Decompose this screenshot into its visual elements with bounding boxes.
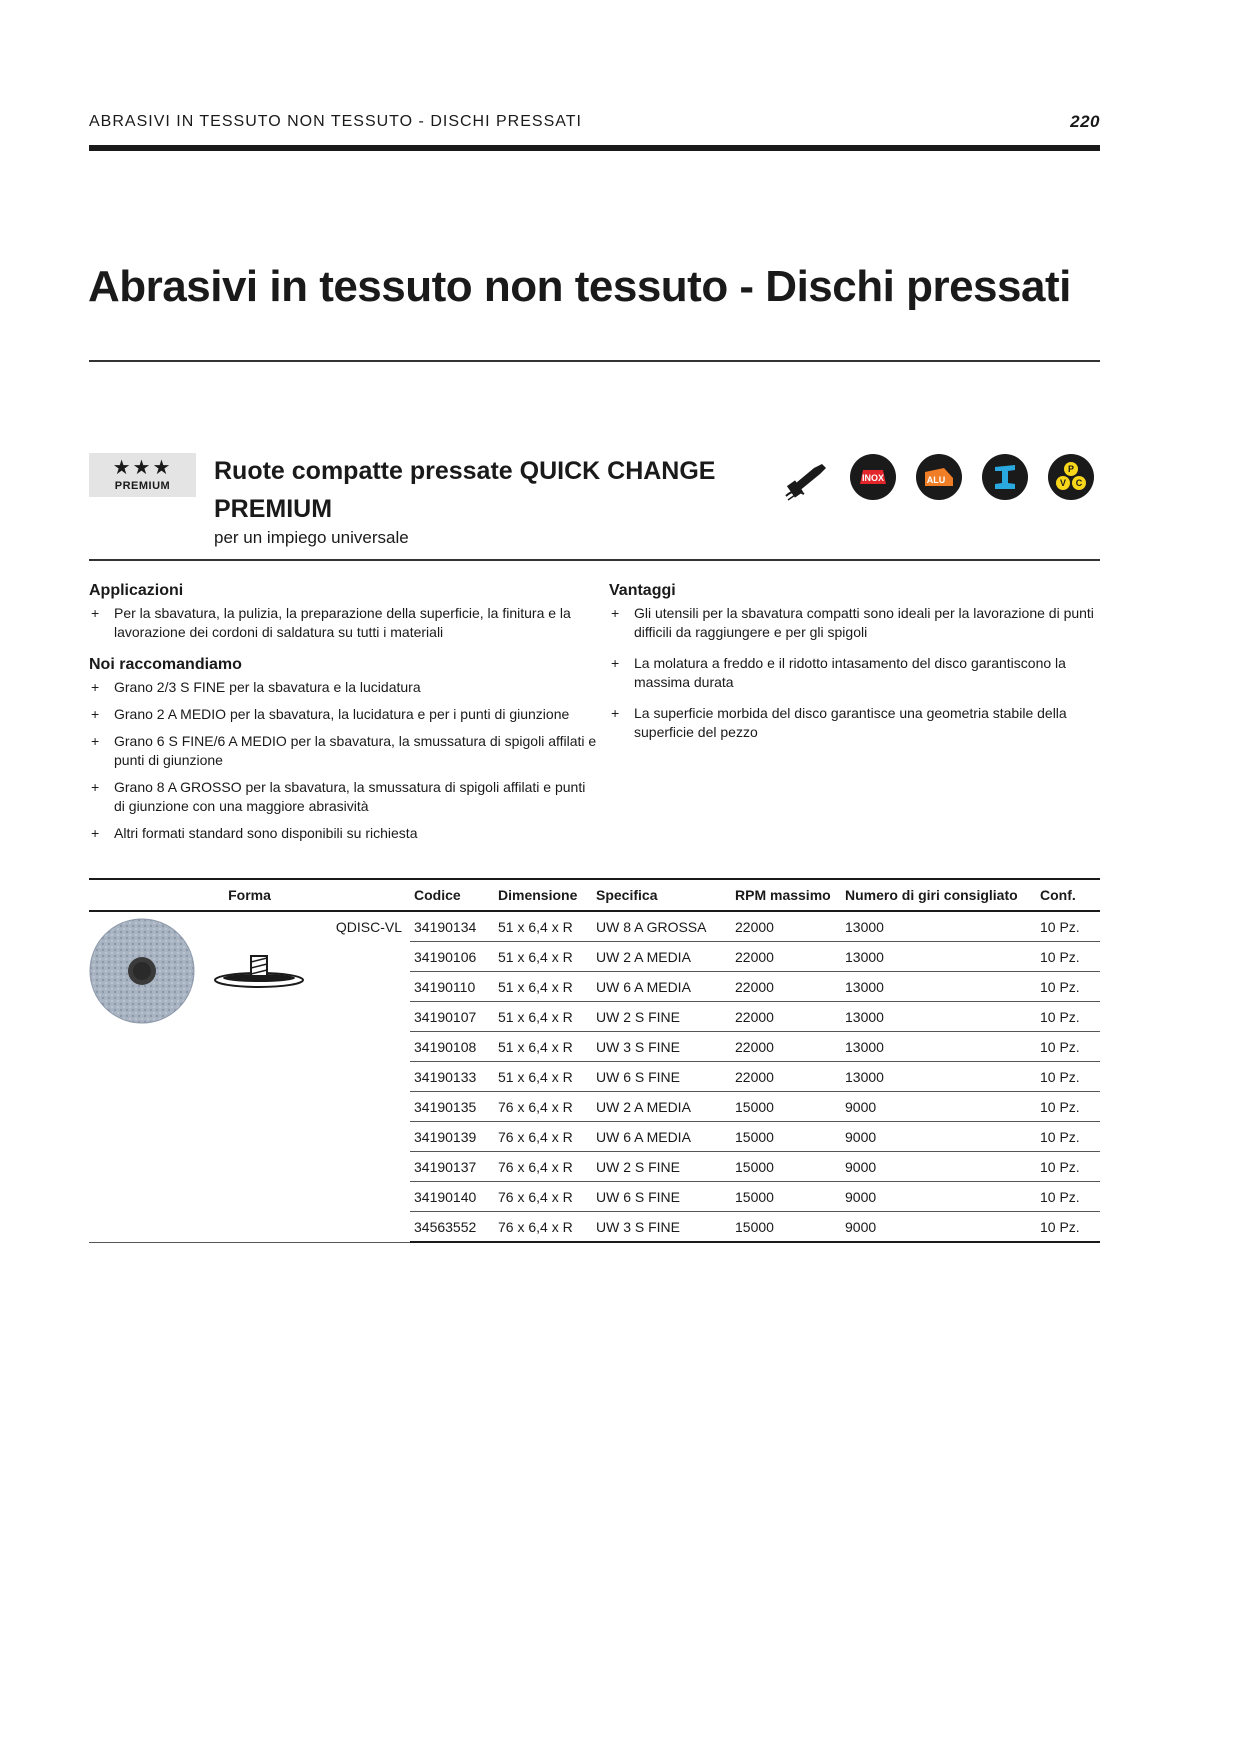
cell-conf: 10 Pz. [1036,1002,1100,1032]
col-forma: Forma [89,879,410,911]
pvc-icon [1048,454,1094,500]
cell-specifica: UW 2 A MEDIA [592,1092,731,1122]
cell-giri: 9000 [841,1122,1036,1152]
alu-icon-label: ALU [926,475,946,485]
badge-label: PREMIUM [114,480,171,492]
raccomandiamo-list [89,678,599,843]
cell-rpm: 15000 [731,1152,841,1182]
cell-dimensione: 76 x 6,4 x R [494,1092,592,1122]
list-item: + Gli utensili per la sbavatura compatti sono ideali per la lavorazione di punti difficili da raggiungere e per gli spigoli [609,604,1100,642]
raccomandiamo-heading: Noi raccomandiamo [89,656,242,673]
header-divider [89,145,1100,151]
cell-codice: 34190139 [410,1122,494,1152]
cell-specifica: UW 2 S FINE [592,1152,731,1182]
cell-dimensione: 76 x 6,4 x R [494,1122,592,1152]
cell-giri: 9000 [841,1092,1036,1122]
cell-rpm: 22000 [731,942,841,972]
cell-rpm: 22000 [731,1032,841,1062]
cell-giri: 9000 [841,1182,1036,1212]
cell-giri: 13000 [841,1002,1036,1032]
svg-text:P: P [1067,464,1075,474]
cell-conf: 10 Pz. [1036,1092,1100,1122]
cell-rpm: 15000 [731,1182,841,1212]
cell-specifica: UW 8 A GROSSA [592,911,731,942]
vantaggi-heading: Vantaggi [609,582,676,599]
cell-specifica: UW 6 A MEDIA [592,972,731,1002]
applicazioni-list [89,604,599,642]
inox-icon [850,454,896,500]
page-title: Abrasivi in tessuto non tessuto - Dischi pressati [88,262,1071,311]
cell-dimensione: 51 x 6,4 x R [494,1002,592,1032]
list-item: + Grano 2/3 S FINE per la sbavatura e la lucidatura [89,678,599,697]
cell-specifica: UW 6 A MEDIA [592,1122,731,1152]
title-divider [89,360,1100,362]
cell-codice: 34190133 [410,1062,494,1092]
list-item: + Grano 8 A GROSSO per la sbavatura, la smussatura di spigoli affilati e punti di giunzione con una maggiore abrasività [89,778,599,816]
product-divider [89,559,1100,561]
cell-dimensione: 51 x 6,4 x R [494,1032,592,1062]
cell-conf: 10 Pz. [1036,1062,1100,1092]
cell-specifica: UW 2 A MEDIA [592,942,731,972]
alu-icon [916,454,962,500]
cell-codice: 34190110 [410,972,494,1002]
material-icons [784,452,1100,502]
cell-dimensione: 51 x 6,4 x R [494,942,592,972]
disc-profile-drawing [213,952,309,992]
product-subtitle: per un impiego universale [214,528,409,547]
cell-codice: 34190106 [410,942,494,972]
list-item: + Grano 2 A MEDIO per la sbavatura, la lucidatura e per i punti di giunzione [89,705,599,724]
cell-codice: 34190140 [410,1182,494,1212]
svg-text:C: C [1075,478,1083,488]
table-header-row [89,879,1100,911]
stars-icon: ★★★ [112,457,173,479]
section-header: ABRASIVI IN TESSUTO NON TESSUTO - DISCHI PRESSATI [89,113,582,130]
list-item: + La molatura a freddo e il ridotto intasamento del disco garantiscono la massima durata [609,654,1100,692]
svg-text:V: V [1059,478,1067,488]
list-item: + Altri formati standard sono disponibili su richiesta [89,824,599,843]
cell-giri: 13000 [841,911,1036,942]
applicazioni-heading: Applicazioni [89,582,184,599]
cell-giri: 13000 [841,1032,1036,1062]
page-number: 220 [1070,112,1100,131]
list-item: + La superficie morbida del disco garantisce una geometria stabile della superficie del pezzo [609,704,1100,742]
steel-icon [982,454,1028,500]
cell-specifica: UW 3 S FINE [592,1212,731,1243]
cell-dimensione: 76 x 6,4 x R [494,1182,592,1212]
left-column [89,582,599,851]
disc-product-image [89,918,195,1024]
cell-conf: 10 Pz. [1036,1182,1100,1212]
cell-conf: 10 Pz. [1036,1212,1100,1243]
cell-conf: 10 Pz. [1036,1122,1100,1152]
cell-codice: 34190134 [410,911,494,942]
inox-icon-label: INOX [861,473,885,483]
col-rpm: RPM massimo [731,879,841,911]
cell-rpm: 22000 [731,1002,841,1032]
cell-giri: 9000 [841,1152,1036,1182]
col-dimensione: Dimensione [494,879,592,911]
right-column [609,582,1100,750]
cell-dimensione: 76 x 6,4 x R [494,1212,592,1243]
vantaggi-list [609,604,1100,742]
cell-conf: 10 Pz. [1036,1032,1100,1062]
cell-giri: 13000 [841,942,1036,972]
cell-giri: 9000 [841,1212,1036,1243]
cell-specifica: UW 6 S FINE [592,1182,731,1212]
premium-badge [89,453,196,497]
cell-conf: 10 Pz. [1036,942,1100,972]
forma-cell [89,911,410,1242]
col-conf: Conf. [1036,879,1100,911]
cell-dimensione: 76 x 6,4 x R [494,1152,592,1182]
type-label: QDISC-VL [335,919,402,935]
cell-rpm: 22000 [731,911,841,942]
cell-rpm: 15000 [731,1212,841,1243]
cell-codice: 34190135 [410,1092,494,1122]
cell-rpm: 22000 [731,972,841,1002]
cell-giri: 13000 [841,972,1036,1002]
angle-grinder-icon [784,456,830,502]
cell-conf: 10 Pz. [1036,1152,1100,1182]
cell-giri: 13000 [841,1062,1036,1092]
cell-dimensione: 51 x 6,4 x R [494,911,592,942]
list-item: + Per la sbavatura, la pulizia, la preparazione della superficie, la finitura e la lavorazione dei cordoni di saldatura su tutti i materiali [89,604,599,642]
cell-dimensione: 51 x 6,4 x R [494,1062,592,1092]
cell-rpm: 15000 [731,1122,841,1152]
cell-rpm: 15000 [731,1092,841,1122]
product-table [89,878,1100,1243]
cell-rpm: 22000 [731,1062,841,1092]
col-codice: Codice [410,879,494,911]
cell-specifica: UW 2 S FINE [592,1002,731,1032]
cell-codice: 34563552 [410,1212,494,1243]
cell-codice: 34190108 [410,1032,494,1062]
cell-conf: 10 Pz. [1036,972,1100,1002]
col-giri: Numero di giri consigliato [841,879,1036,911]
product-title: Ruote compatte pressate QUICK CHANGE PREMIUM [214,457,716,523]
cell-codice: 34190107 [410,1002,494,1032]
table-row [89,911,1100,942]
cell-specifica: UW 3 S FINE [592,1032,731,1062]
cell-conf: 10 Pz. [1036,911,1100,942]
cell-codice: 34190137 [410,1152,494,1182]
cell-dimensione: 51 x 6,4 x R [494,972,592,1002]
list-item: + Grano 6 S FINE/6 A MEDIO per la sbavatura, la smussatura di spigoli affilati e punti di giunzione [89,732,599,770]
col-specifica: Specifica [592,879,731,911]
cell-specifica: UW 6 S FINE [592,1062,731,1092]
